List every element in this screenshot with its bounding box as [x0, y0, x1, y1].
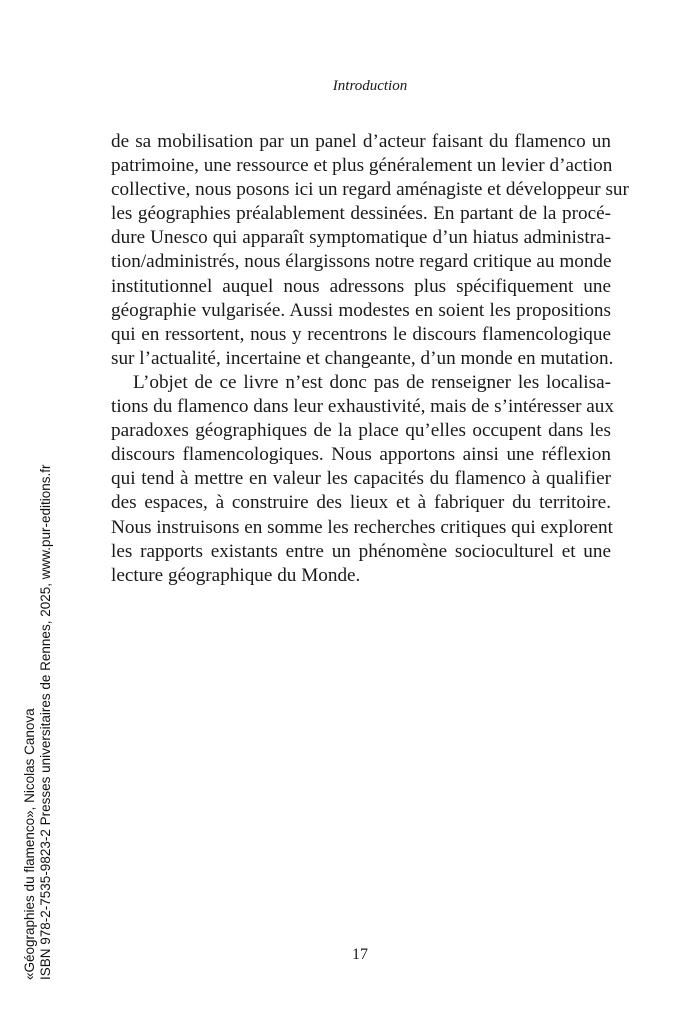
running-head-title: Introduction	[332, 78, 408, 94]
text-line: tions du flamenco dans leur exhaustivité, mais de s’intéresser aux	[111, 396, 614, 418]
paragraph-2	[111, 371, 614, 588]
text-line: qui tend à mettre en valeur les capacités du flamenco à qualifier	[111, 468, 611, 490]
text-line: qui en ressortent, nous y recentrons le discours flamencologique	[111, 323, 611, 345]
text-line: discours flamencologiques. Nous apportons ainsi une réflexion	[111, 444, 611, 466]
text-line: des espaces, à construire des lieux et à fabriquer du territoire.	[111, 492, 611, 514]
text-line: géographie vulgarisée. Aussi modestes en soient les propositions	[111, 299, 611, 321]
body-text	[111, 130, 629, 588]
paragraph-1	[111, 130, 629, 371]
text-line: les géographies préalablement dessinées. En partant de la procé-	[111, 203, 611, 225]
page-number: 17	[352, 946, 368, 963]
text-line: institutionnel auquel nous adressons plus spécifiquement une	[111, 275, 611, 297]
text-line: L’objet de ce livre n’est donc pas de renseigner les localisa-	[133, 371, 611, 393]
text-line: tion/administrés, nous élargissons notre regard critique au monde	[111, 251, 612, 273]
text-line: de sa mobilisation par un panel d’acteur faisant du flamenco un	[111, 131, 611, 152]
margin-credit	[22, 464, 54, 980]
text-line: dure Unesco qui apparaît symptomatique d’un hiatus administra-	[111, 227, 611, 249]
text-line: sur l’actualité, incertaine et changeante, d’un monde en mutation.	[111, 347, 614, 369]
text-line: Nous instruisons en somme les recherches critiques qui explorent	[111, 516, 613, 538]
text-line: patrimoine, une ressource et plus généralement un levier d’action	[111, 155, 613, 177]
text-line: paradoxes géographiques de la place qu’elles occupent dans les	[111, 420, 611, 442]
credit-line-title: «Géographies du flamenco», Nicolas Canova	[22, 708, 37, 980]
text-line: collective, nous posons ici un regard aménagiste et développeur sur	[111, 179, 629, 201]
text-line: les rapports existants entre un phénomène socioculturel et une	[111, 540, 611, 562]
text-line: lecture géographique du Monde.	[111, 564, 361, 586]
credit-line-isbn: ISBN 978-2-7535-9823-2 Presses universitaires de Rennes, 2025, www.pur-editions.fr	[38, 464, 53, 980]
